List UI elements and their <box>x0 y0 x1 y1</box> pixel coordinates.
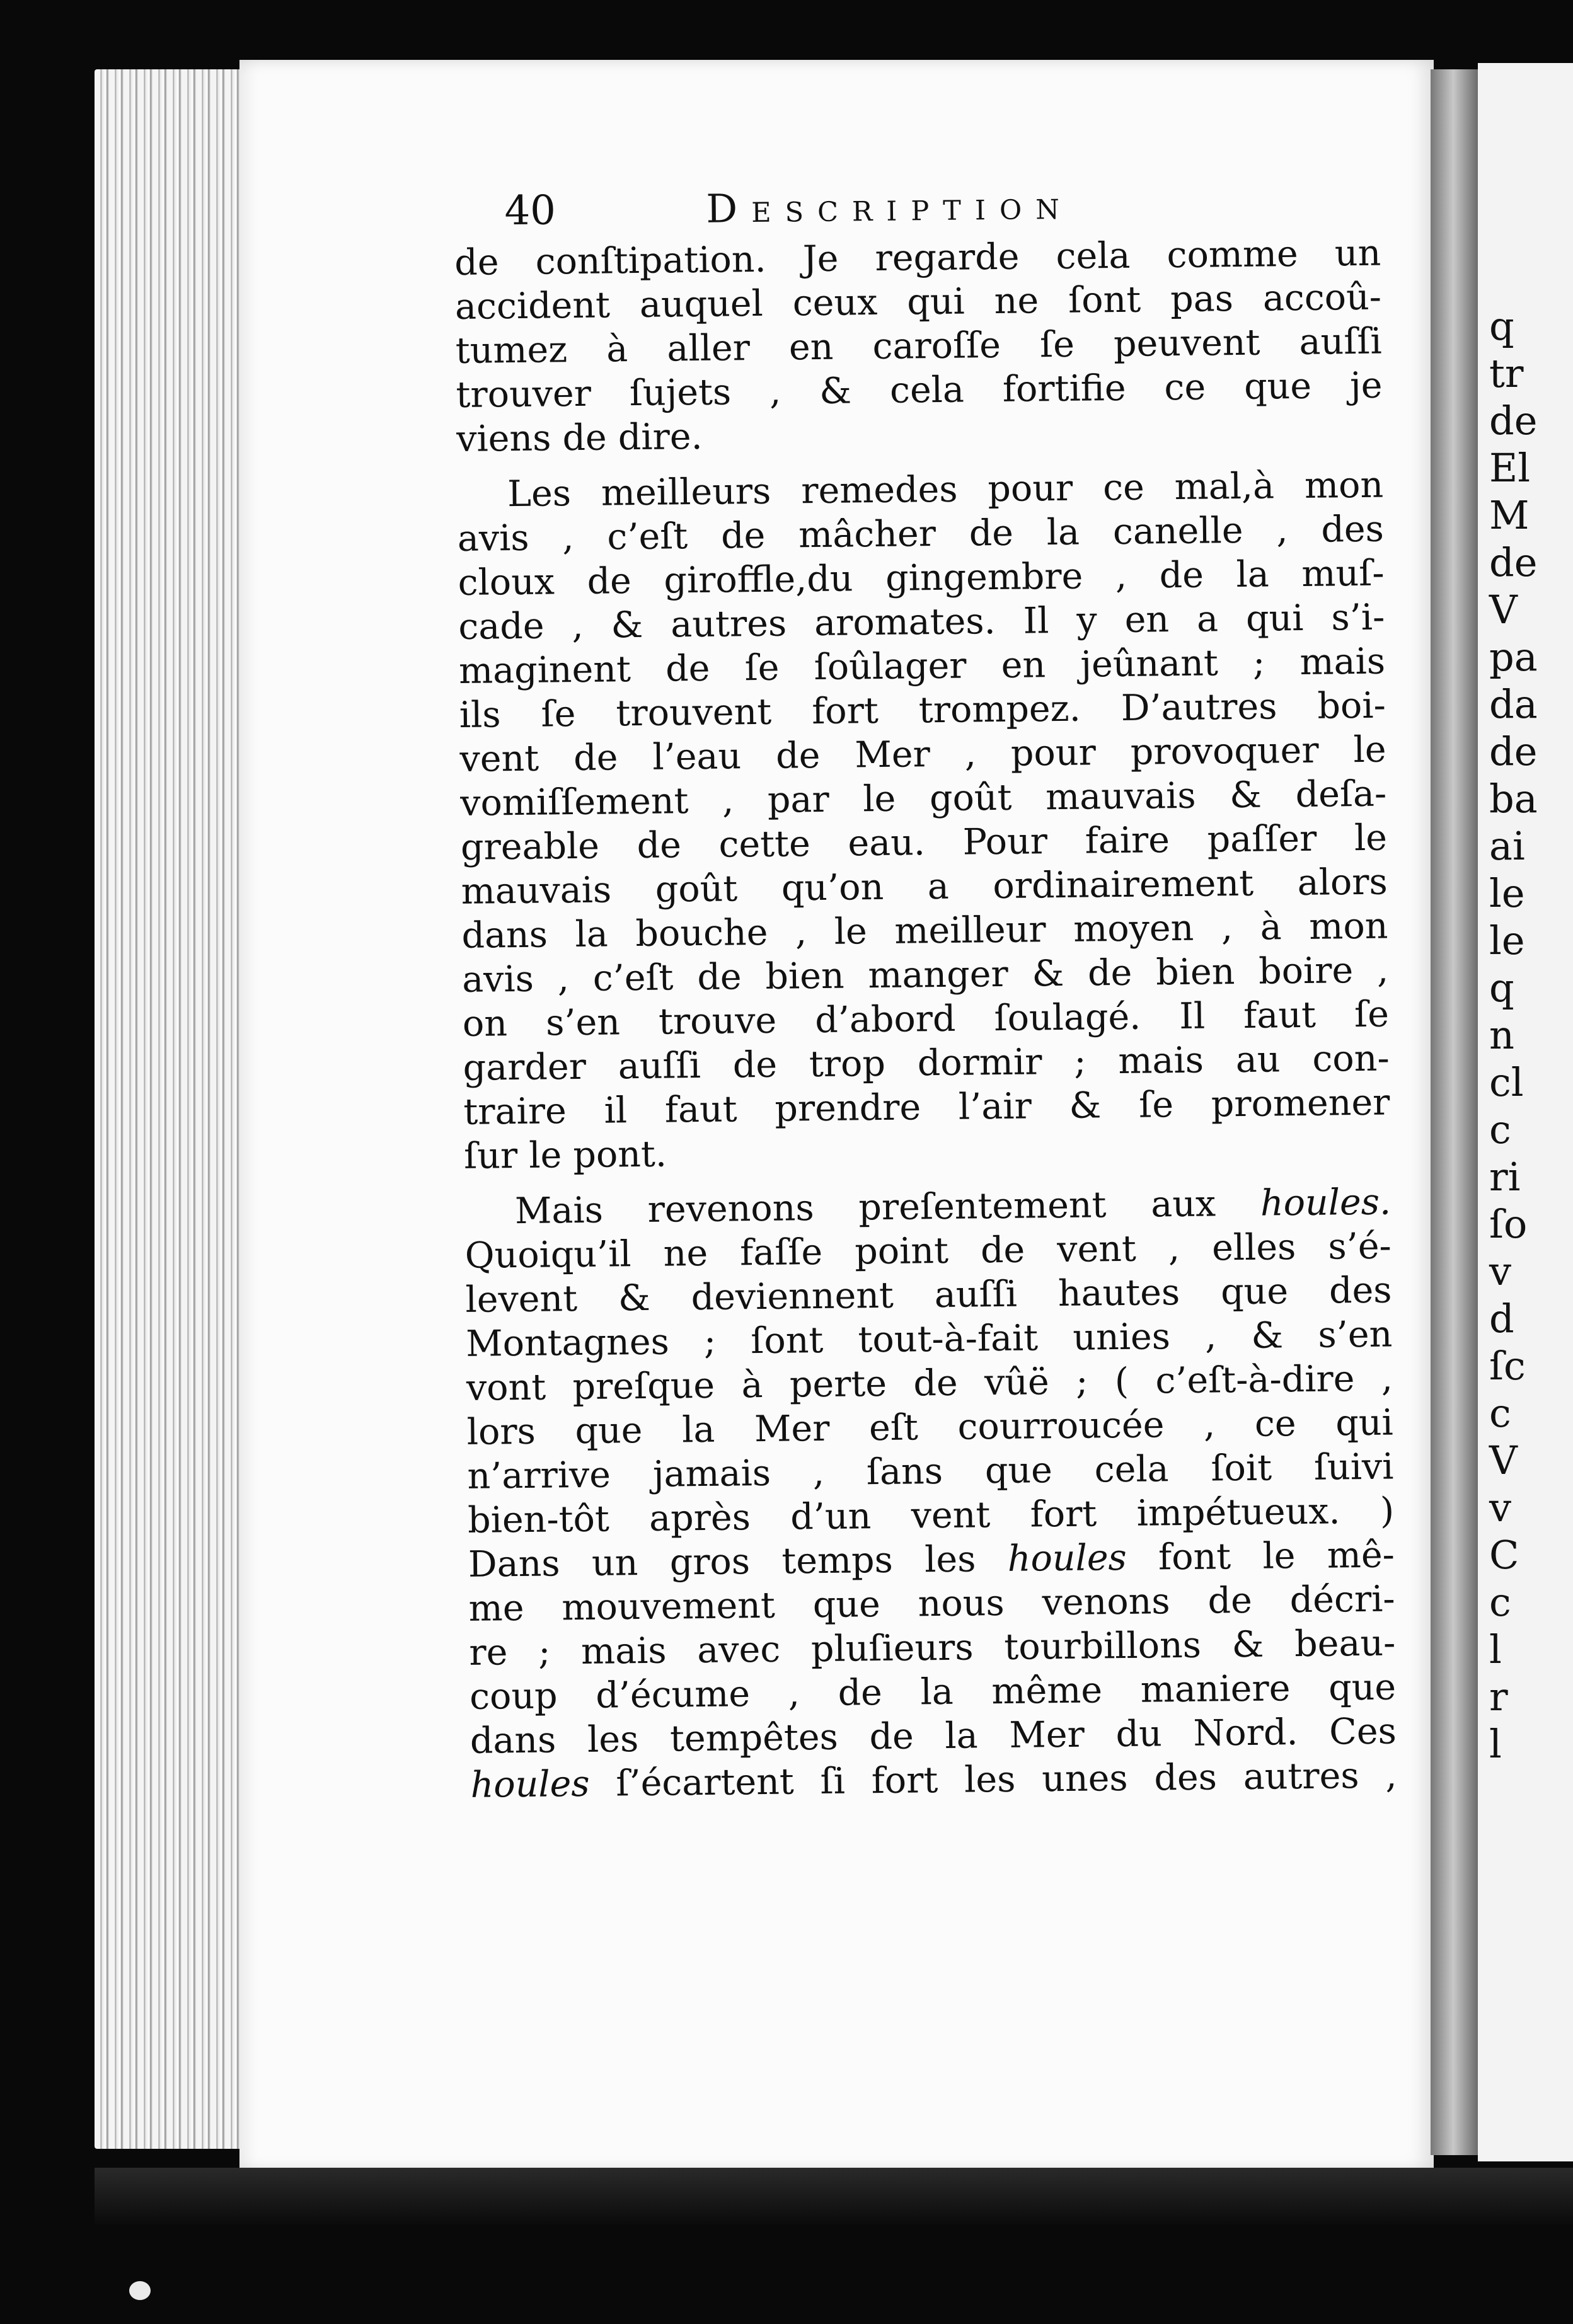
italic-word: houles <box>470 1763 590 1806</box>
text-line: me mouvement que nous venons de décri- <box>468 1578 1395 1630</box>
facing-page-fragment: El <box>1489 445 1531 491</box>
facing-page-fragment: de <box>1489 539 1538 585</box>
facing-page-fragment: de <box>1489 398 1538 444</box>
text-line: mauvais goût qu’on a ordinairement alors <box>461 861 1388 912</box>
facing-page-fragment: ſo <box>1489 1201 1528 1247</box>
text-line: tumez à aller en caroſſe ſe peuvent auſſi <box>455 320 1383 372</box>
text-line: cloux de giroffle,du gingembre , de la muſ- <box>458 552 1385 604</box>
facing-page-fragment: q <box>1489 965 1514 1011</box>
text-line: dans la bouche , le meilleur moyen , à mon <box>461 905 1388 957</box>
facing-page-fragment: da <box>1489 681 1538 727</box>
text-line: viens de dire. <box>456 415 703 460</box>
running-head <box>454 173 1381 241</box>
text-line: Les meilleurs remedes pour ce mal,à mon <box>507 464 1384 515</box>
book-bottom-edge <box>95 2168 1573 2224</box>
text-line: vont preſque à perte de vûë ; ( c’eſt-à-dire , <box>466 1357 1393 1409</box>
scan-speck <box>129 2281 151 2300</box>
facing-page-text <box>1489 302 1538 1768</box>
text-line: garder auſſi de trop dormir ; mais au con- <box>463 1037 1390 1089</box>
facing-page-fragment: cl <box>1489 1059 1524 1105</box>
facing-page-fragment: V <box>1489 587 1518 633</box>
facing-page-fragment: r <box>1489 1674 1508 1720</box>
text-line: trouver ſujets , & cela fortifie ce que je <box>456 364 1383 416</box>
text-segment: font le mê- <box>1158 1534 1395 1579</box>
text-line: Montagnes ; ſont tout-à-fait unies , & s’en <box>465 1313 1393 1365</box>
page-number: 40 <box>504 187 556 235</box>
facing-page-edge <box>1478 63 1573 2161</box>
facing-page-fragment: v <box>1489 1248 1512 1294</box>
facing-page-fragment: de <box>1489 728 1538 774</box>
text-line: cade , & autres aromates. Il y en a qui s’i- <box>458 596 1385 648</box>
text-line: re ; mais avec pluſieurs tourbillons & beau- <box>469 1622 1396 1674</box>
text-line: n’arrive jamais , ſans que cela ſoit ſuivi <box>467 1446 1394 1497</box>
facing-page-fragment: tr <box>1489 350 1524 396</box>
text-line: de conſtipation. Je regarde cela comme un <box>454 232 1381 284</box>
text-line: vomiſſement , par le goût mauvais & deſa- <box>459 773 1387 824</box>
text-line: avis , c’eſt de mâcher de la canelle , des <box>457 508 1385 560</box>
page-text <box>454 173 1397 1807</box>
facing-page-fragment: q <box>1489 303 1514 349</box>
facing-page-fragment: le <box>1489 870 1525 916</box>
text-line: coup d’écume , de la même maniere que <box>469 1666 1397 1718</box>
facing-page-fragment: ba <box>1489 776 1538 822</box>
text-line: levent & deviennent auſſi hautes que des <box>465 1269 1392 1321</box>
text-segment: Dans un gros temps les <box>468 1538 976 1585</box>
text-line: lors que la Mer eſt courroucée , ce qui <box>466 1401 1394 1453</box>
text-line: ſur le pont. <box>463 1133 667 1177</box>
text-line: maginent de ſe ſoûlager en jeûnant ; mais <box>458 640 1386 692</box>
facing-page-fragment: le <box>1489 918 1525 964</box>
facing-page-fragment: c <box>1489 1107 1511 1153</box>
text-line: bien-tôt après d’un vent fort impétueux. ) <box>467 1490 1395 1541</box>
paragraph-2 <box>457 463 1391 1178</box>
facing-page-fragment: C <box>1489 1532 1519 1578</box>
text-line: dans les tempêtes de la Mer du Nord. Ces <box>470 1710 1397 1762</box>
facing-page-fragment: c <box>1489 1390 1511 1436</box>
facing-page-fragment: M <box>1489 492 1530 538</box>
facing-page-fragment: V <box>1489 1437 1518 1483</box>
text-line: avis , c’eſt de bien manger & de bien boire , <box>461 949 1389 1001</box>
facing-page-fragment: n <box>1489 1012 1514 1058</box>
facing-page-fragment: v <box>1489 1485 1512 1531</box>
facing-page-fragment: pa <box>1489 634 1538 680</box>
text-line: on s’en trouve d’abord ſoulagé. Il faut ſe <box>462 993 1390 1045</box>
facing-page-fragment: c <box>1489 1579 1511 1625</box>
text-segment: ſ’écartent ſi fort les unes des autres , <box>616 1754 1397 1805</box>
italic-word: houles <box>1007 1536 1127 1580</box>
running-title: Description <box>706 181 1074 232</box>
text-line: Quoiqu’il ne faſſe point de vent , elles s’é- <box>464 1225 1392 1277</box>
facing-page-fragment: ſc <box>1489 1343 1526 1389</box>
facing-page-fragment: ri <box>1489 1154 1521 1200</box>
facing-page-fragment: l <box>1489 1721 1502 1767</box>
text-line: ils ſe trouvent fort trompez. D’autres boi- <box>459 684 1386 736</box>
paragraph-1 <box>454 231 1383 461</box>
paragraph-3 <box>464 1180 1397 1807</box>
facing-page-fragment: l <box>1489 1626 1502 1672</box>
italic-word: houles. <box>1260 1181 1392 1224</box>
facing-page-fragment: d <box>1489 1296 1514 1342</box>
facing-page-fragment: ai <box>1489 823 1525 869</box>
text-segment: Mais revenons preſentement aux <box>514 1183 1216 1233</box>
text-line: accident auquel ceux qui ne ſont pas accoû- <box>454 276 1382 328</box>
text-line: greable de cette eau. Pour faire paſſer le <box>460 817 1388 868</box>
text-line: traire il faut prendre l’air & ſe promener <box>463 1081 1390 1133</box>
text-line: vent de l’eau de Mer , pour provoquer le <box>459 728 1386 780</box>
book-gutter <box>1431 69 1481 2155</box>
